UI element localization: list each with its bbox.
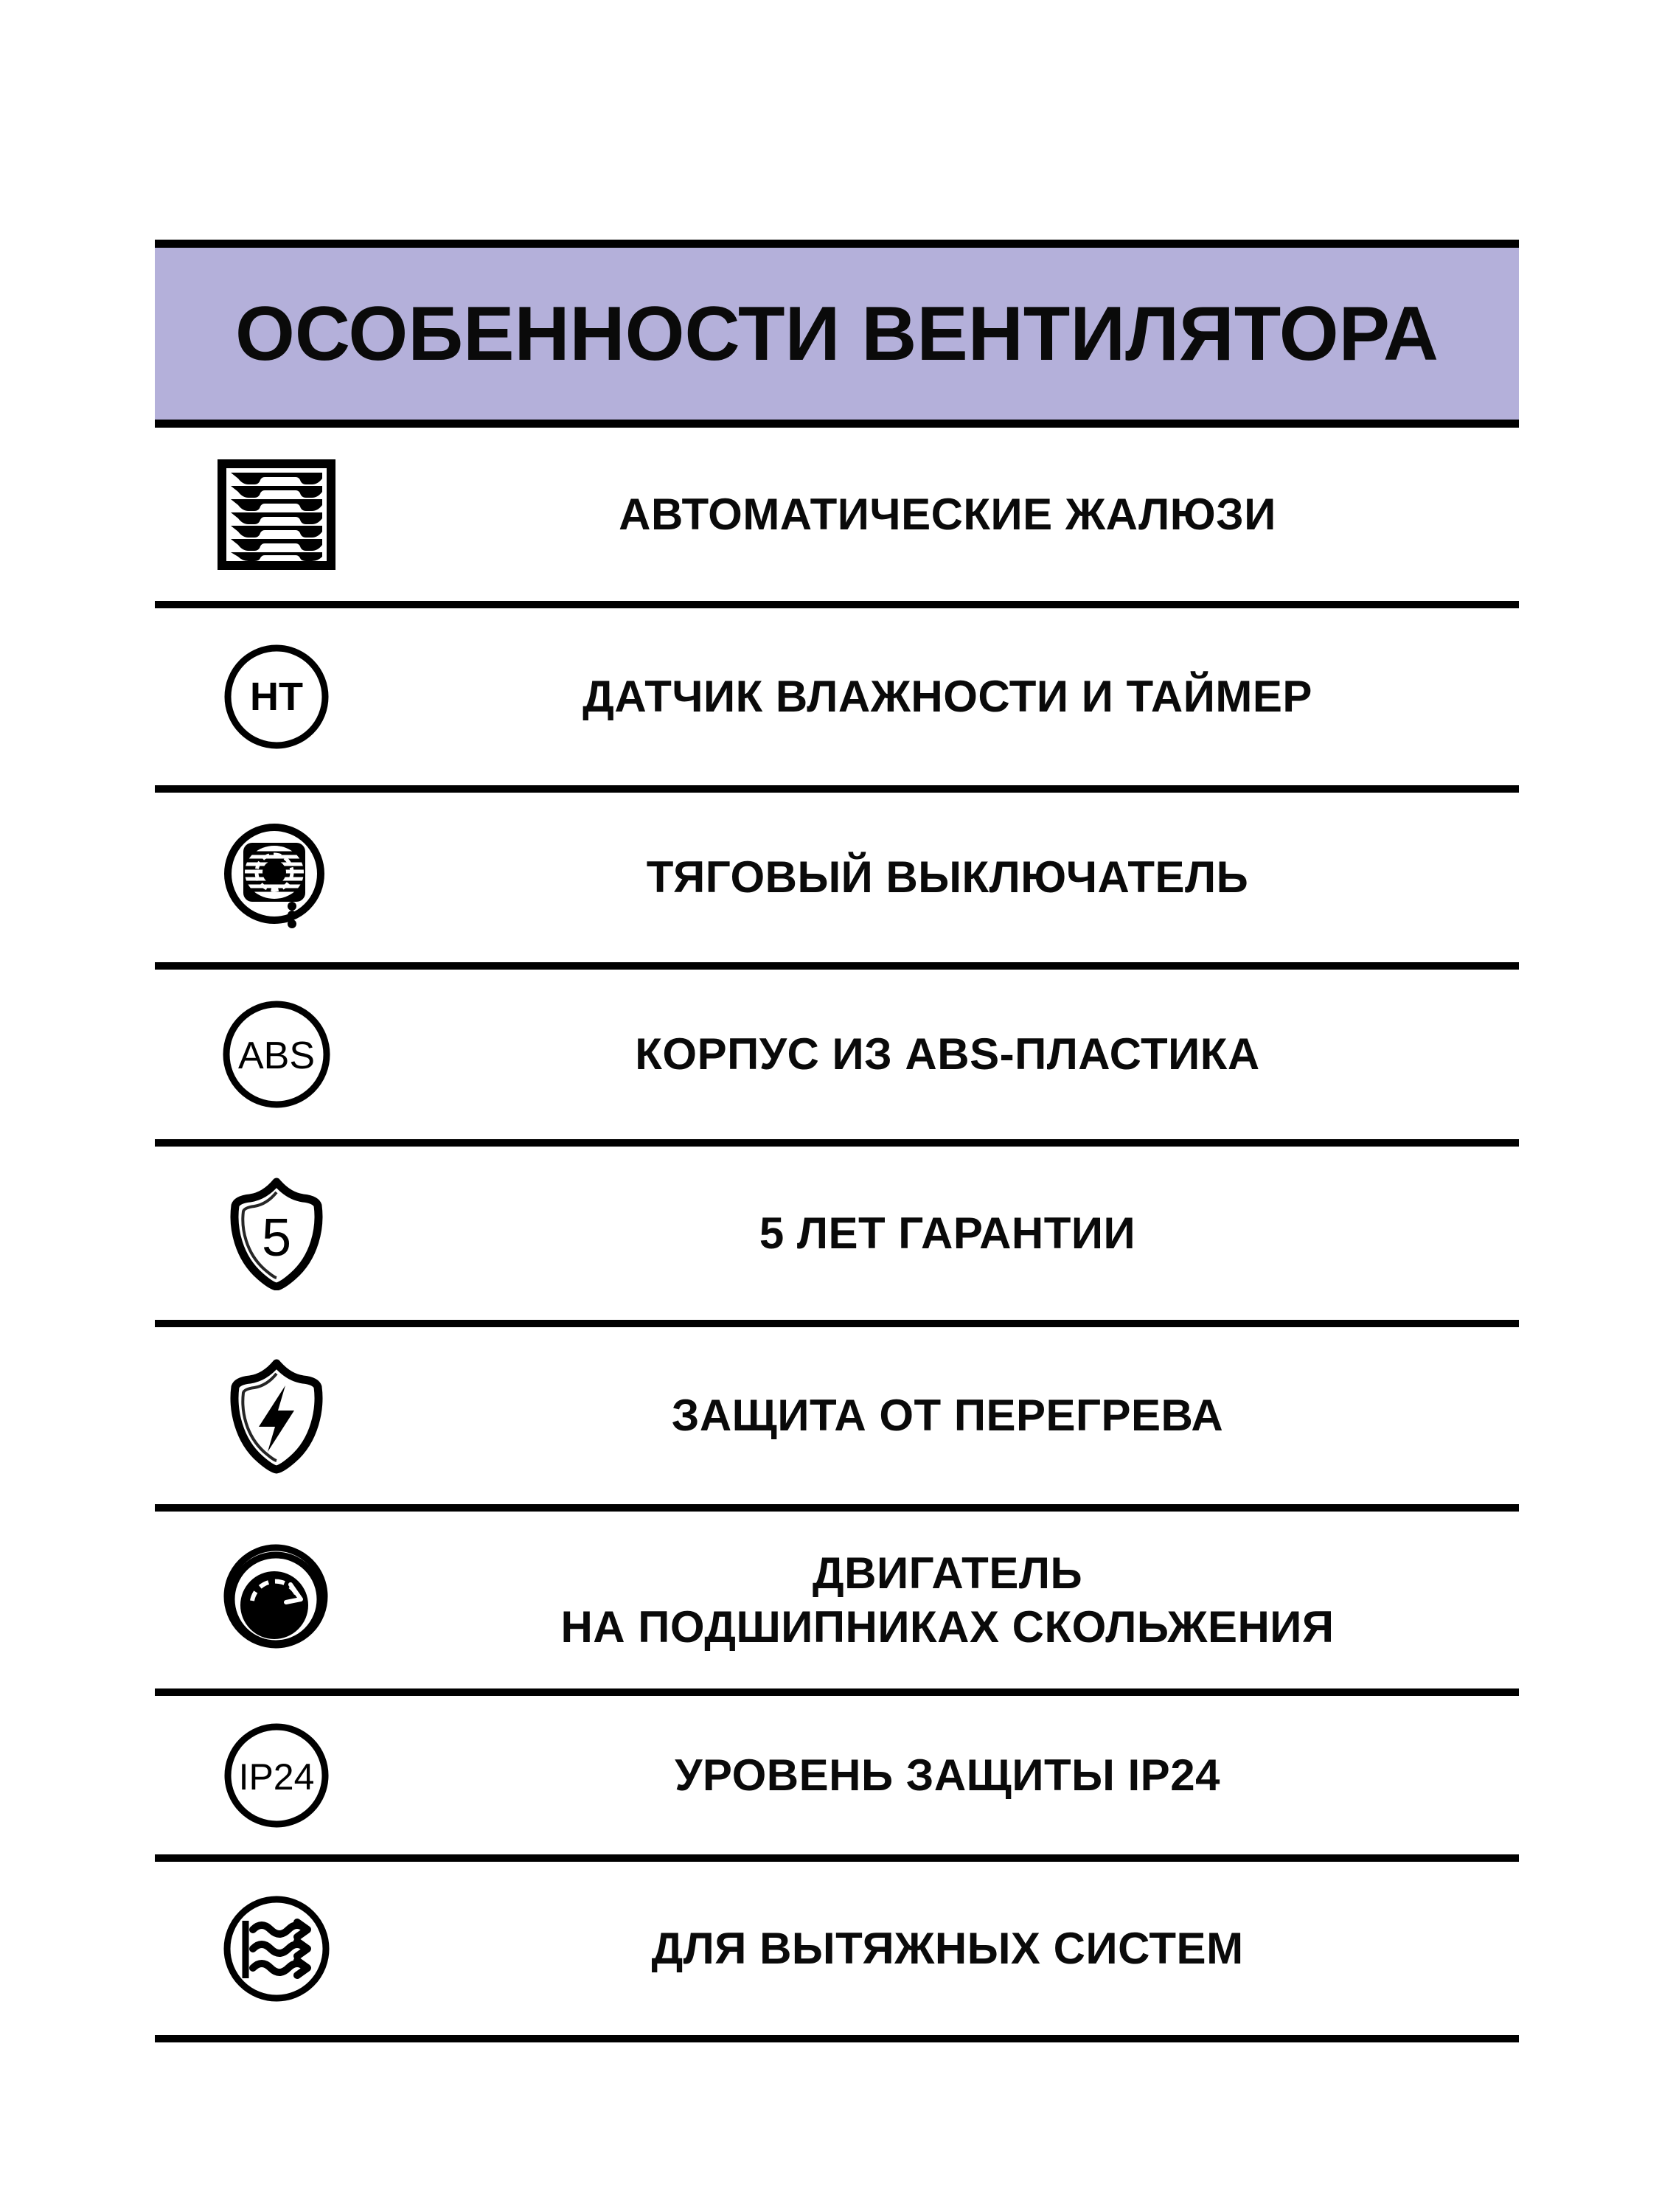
- feature-icon-cell: [155, 641, 398, 752]
- ip-rating-icon: [221, 1720, 332, 1831]
- humidity-timer-icon: [221, 641, 332, 752]
- feature-label-cell: [398, 1921, 1519, 1975]
- feature-label: УРОВЕНЬ ЗАЩИТЫ IP24: [675, 1750, 1220, 1800]
- feature-label-cell: [398, 487, 1519, 541]
- abs-plastic-icon: [220, 998, 333, 1110]
- feature-label-line-1: ДВИГАТЕЛЬ: [812, 1548, 1083, 1598]
- feature-label-cell: [398, 1206, 1519, 1260]
- feature-label: ДАТЧИК ВЛАЖНОСТИ И ТАЙМЕР: [582, 672, 1312, 722]
- feature-icon-cell: [155, 1543, 398, 1658]
- feature-row: [155, 1327, 1519, 1512]
- feature-label: ДЛЯ ВЫТЯЖНЫХ СИСТЕМ: [651, 1923, 1244, 1973]
- feature-label-cell: [398, 1388, 1519, 1442]
- feature-icon-cell: [155, 1357, 398, 1474]
- humidity-timer-icon-text: HT: [250, 675, 303, 719]
- abs-plastic-icon-text: ABS: [237, 1034, 316, 1077]
- feature-label: ТЯГОВЫЙ ВЫКЛЮЧАТЕЛЬ: [646, 852, 1249, 902]
- feature-icon-cell: [155, 1893, 398, 2005]
- warranty-shield-icon-text: 5: [261, 1208, 292, 1267]
- louvered-blinds-icon: [218, 459, 335, 570]
- feature-label-cell: [398, 1027, 1519, 1081]
- feature-icon-cell: [155, 821, 398, 935]
- feature-row: [155, 1147, 1519, 1327]
- feature-label-cell: [398, 1748, 1519, 1802]
- feature-label-line-2: НА ПОДШИПНИКАХ СКОЛЬЖЕНИЯ: [560, 1602, 1335, 1652]
- feature-icon-cell: [155, 459, 398, 570]
- feature-row: [155, 1862, 1519, 2042]
- header-banner: [155, 240, 1519, 428]
- sleeve-bearing-motor-icon: [220, 1543, 334, 1658]
- feature-row: [155, 1696, 1519, 1862]
- feature-label: [560, 1546, 1334, 1654]
- overheat-shield-bolt-icon: [225, 1357, 328, 1474]
- feature-row: [155, 608, 1519, 793]
- feature-label: ЗАЩИТА ОТ ПЕРЕГРЕВА: [671, 1391, 1224, 1441]
- feature-row: [155, 793, 1519, 970]
- page-title: ОСОБЕННОСТИ ВЕНТИЛЯТОРА: [235, 291, 1439, 377]
- warranty-shield-icon: [225, 1176, 328, 1290]
- feature-row: [155, 428, 1519, 608]
- feature-label-cell: [398, 669, 1519, 723]
- feature-icon-cell: [155, 998, 398, 1110]
- feature-label: АВТОМАТИЧЕСКИЕ ЖАЛЮЗИ: [619, 489, 1276, 539]
- feature-list: [155, 428, 1519, 2042]
- feature-icon-cell: [155, 1176, 398, 1290]
- feature-label: 5 ЛЕТ ГАРАНТИИ: [759, 1208, 1136, 1258]
- pull-cord-fan-icon: [220, 821, 334, 935]
- feature-row: [155, 970, 1519, 1147]
- ip-rating-icon-text: IP24: [238, 1756, 315, 1798]
- feature-label-cell: [398, 850, 1519, 904]
- exhaust-airflow-icon: [220, 1893, 333, 2005]
- feature-label-cell: [398, 1546, 1519, 1654]
- feature-row: [155, 1512, 1519, 1696]
- feature-label: КОРПУС ИЗ ABS-ПЛАСТИКА: [635, 1029, 1260, 1079]
- feature-icon-cell: [155, 1720, 398, 1831]
